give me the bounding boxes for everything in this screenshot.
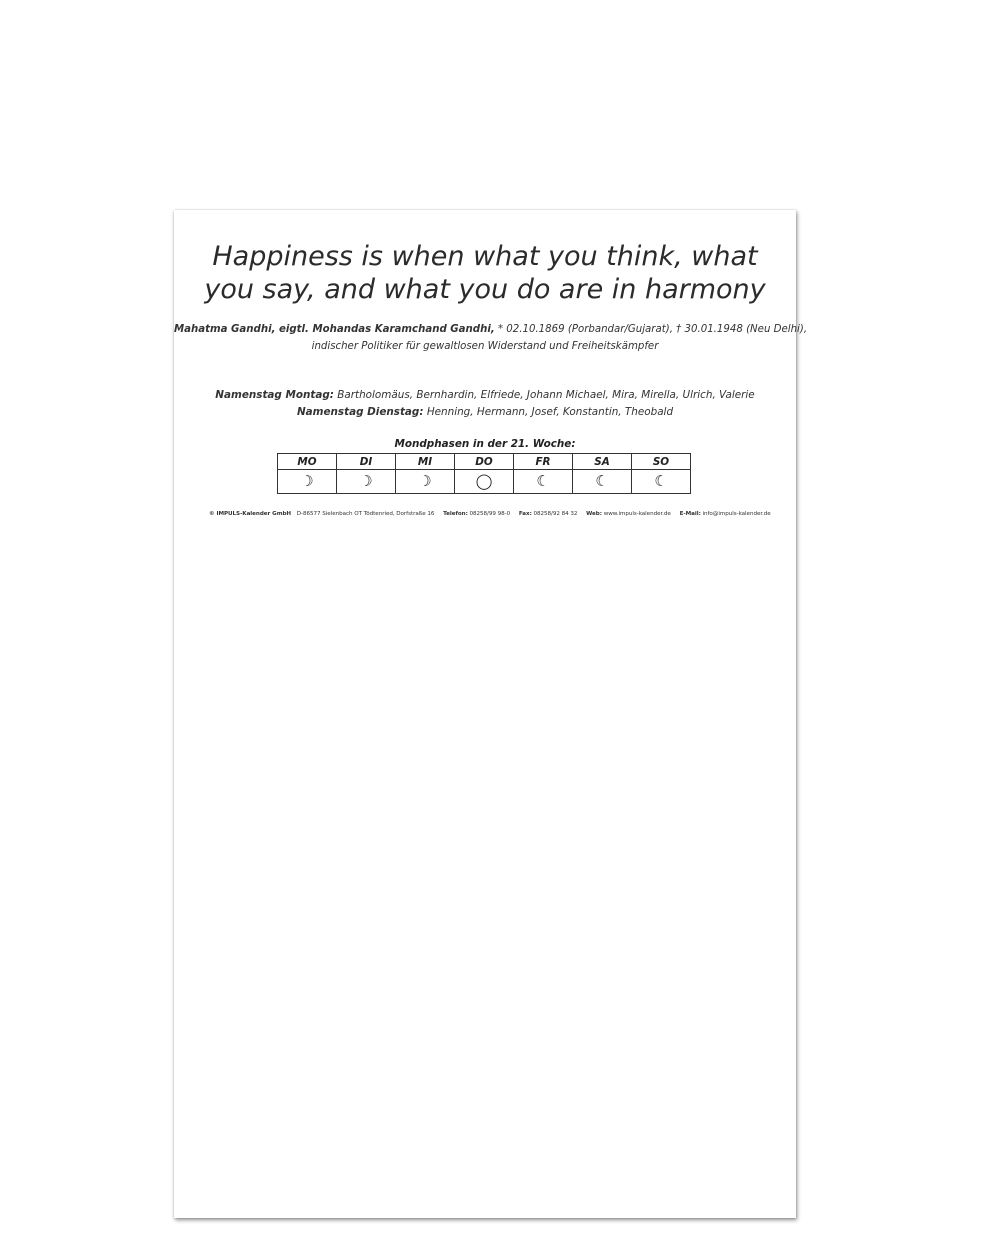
day-header-di: DI (337, 454, 396, 470)
full-moon-icon: ◯ (455, 470, 514, 494)
footer-phone: 08258/99 98-0 (469, 511, 511, 517)
day-header-mo: MO (278, 454, 337, 470)
quote (174, 240, 796, 306)
footer-address: D-86577 Sielenbach OT Tödtenried, Dorfstraße 16 (296, 511, 435, 517)
author-name: Mahatma Gandhi, eigtl. Mohandas Karamchand Gandhi, (174, 324, 495, 335)
calendar-sheet (174, 210, 808, 1218)
footer-imprint (209, 511, 769, 517)
footer-email: info@impuls-kalender.de (702, 511, 771, 517)
day-header-mi: MI (396, 454, 455, 470)
quote-line-1: Happiness is when what you think, what (212, 241, 758, 272)
footer-fax: 08258/92 84 32 (533, 511, 578, 517)
namenstag-monday-label: Namenstag Montag: (215, 389, 334, 401)
footer-company: © IMPULS-Kalender GmbH (209, 511, 292, 517)
waxing-crescent-icon: ☽ (396, 470, 455, 494)
moon-phases-title: Mondphasen in der 21. Woche: (394, 438, 576, 450)
author-description: indischer Politiker für gewaltlosen Widerstand und Freiheitskämpfer (311, 341, 659, 352)
footer-phone-label: Telefon: (443, 511, 468, 517)
moon-phases-table (277, 453, 691, 494)
quote-line-2: you say, and what you do are in harmony (204, 274, 766, 305)
namenstag-block (174, 387, 796, 421)
footer-email-label: E-Mail: (679, 511, 701, 517)
day-header-do: DO (455, 454, 514, 470)
footer-web-label: Web: (586, 511, 602, 517)
namenstag-tuesday-label: Namenstag Dienstag: (296, 406, 424, 418)
day-header-fr: FR (514, 454, 573, 470)
waxing-crescent-icon: ☽ (278, 470, 337, 494)
day-header-sa: SA (573, 454, 632, 470)
footer-fax-label: Fax: (518, 511, 532, 517)
attribution (174, 321, 808, 355)
day-header-so: SO (632, 454, 691, 470)
waxing-crescent-icon: ☽ (337, 470, 396, 494)
waning-crescent-icon: ☾ (632, 470, 691, 494)
waning-crescent-icon: ☾ (514, 470, 573, 494)
author-dates: * 02.10.1869 (Porbandar/Gujarat), † 30.01.1948 (Neu Delhi), (494, 324, 808, 335)
namenstag-tuesday-names: Henning, Hermann, Josef, Konstantin, Theobald (423, 406, 674, 418)
namenstag-monday-names: Bartholomäus, Bernhardin, Elfriede, Johann Michael, Mira, Mirella, Ulrich, Valerie (333, 389, 755, 401)
footer-web: www.impuls-kalender.de (603, 511, 671, 517)
waning-crescent-icon: ☾ (573, 470, 632, 494)
